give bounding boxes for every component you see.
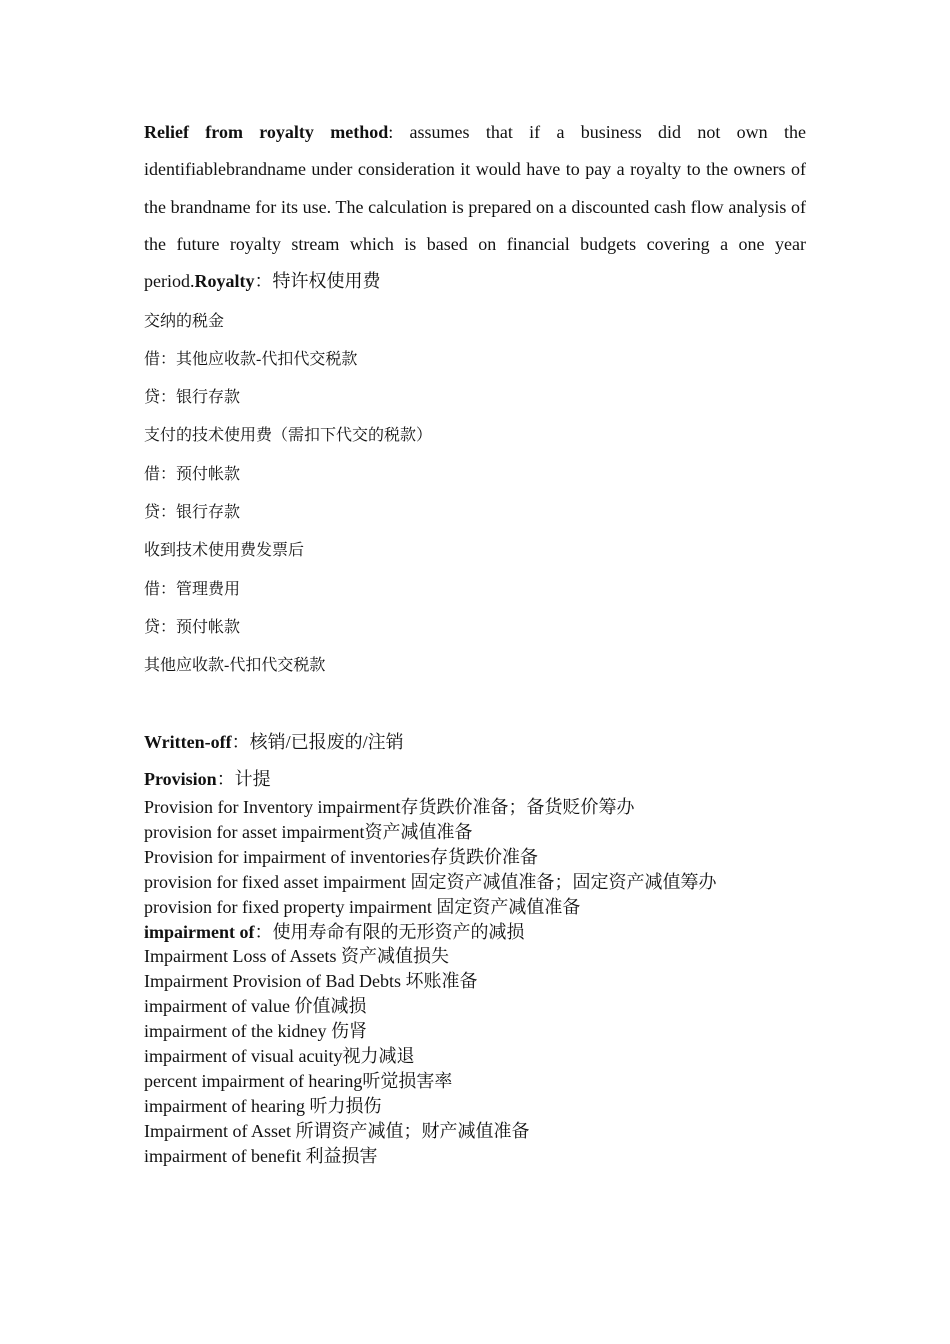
glossary-text: impairment of hearing 听力损伤 [144, 1095, 382, 1116]
glossary-text: impairment of benefit 利益损害 [144, 1145, 378, 1166]
glossary-row [144, 994, 806, 1019]
glossary-row [144, 944, 806, 969]
glossary-row [144, 1144, 806, 1169]
journal-line: 其他应收款-代扣代交税款 [144, 657, 326, 674]
glossary-text: impairment of visual acuity视力减退 [144, 1046, 415, 1067]
glossary-row [144, 1044, 806, 1069]
glossary-row [144, 969, 806, 994]
journal-line: 收到技术使用费发票后 [144, 542, 305, 559]
journal-line: 借：预付帐款 [144, 466, 241, 483]
glossary-row [144, 1094, 806, 1119]
glossary-text: Provision for Inventory impairment存货跌价准备；备货贬价筹办 [144, 797, 635, 817]
glossary-row [144, 920, 806, 945]
glossary-row [144, 1019, 806, 1044]
journal-line: 借：其他应收款-代扣代交税款 [144, 351, 358, 368]
glossary-text: Impairment Provision of Bad Debts 坏账准备 [144, 971, 478, 992]
journal-line: 支付的技术使用费（需扣下代交的税款） [144, 427, 433, 444]
glossary-text: Impairment Loss of Assets 资产减值损失 [144, 946, 449, 967]
written-off-term: Written-off [144, 732, 232, 752]
glossary-text: impairment of the kidney 伤肾 [144, 1021, 367, 1042]
impairment-glossary [144, 795, 806, 1169]
glossary-text: impairment of value 价值减损 [144, 996, 367, 1017]
glossary-row [144, 895, 806, 920]
royalty-method-definition: : assumes that if a business did not own the identifiablebrandname under consideration it would have to pay a royalty to the owners of the brandname for its use. The calculation is prepared on a discounted cash flow analysis of the future royalty stream which is based on financial budgets covering a one year period. [144, 122, 806, 292]
journal-line: 贷：预付帐款 [144, 619, 241, 636]
glossary-text: provision for fixed asset impairment 固定资产减值准备；固定资产减值筹办 [144, 871, 717, 892]
journal-line: 交纳的税金 [144, 313, 225, 330]
glossary-term-bold: impairment of [144, 921, 255, 942]
provision-term: Provision [144, 769, 217, 789]
provision-translation: ：计提 [216, 769, 271, 789]
glossary-text: provision for fixed property impairment 固定资产减值准备 [144, 896, 581, 917]
glossary-text: Impairment of Asset 所谓资产减值；财产减值准备 [144, 1120, 530, 1141]
glossary-text: percent impairment of hearing听觉损害率 [144, 1070, 453, 1091]
glossary-row [144, 1119, 806, 1144]
glossary-text: ：使用寿命有限的无形资产的减损 [254, 921, 525, 942]
glossary-row [144, 795, 806, 820]
journal-line: 贷：银行存款 [144, 389, 241, 406]
journal-line: 贷：银行存款 [144, 504, 241, 521]
glossary-row [144, 1069, 806, 1094]
royalty-method-term: Relief from royalty method [144, 122, 389, 142]
royalty-translation: ：特许权使用费 [254, 271, 381, 292]
glossary-text: Provision for impairment of inventories存货跌价准备 [144, 846, 538, 867]
written-off-heading [144, 728, 404, 754]
royalty-label: Royalty [194, 271, 255, 292]
journal-line: 借：管理费用 [144, 581, 241, 598]
glossary-row [144, 820, 806, 845]
glossary-row [144, 845, 806, 870]
royalty-paragraph [144, 114, 806, 300]
provision-heading [144, 765, 271, 791]
written-off-translation: ：核销/已报废的/注销 [231, 732, 404, 752]
glossary-row [144, 870, 806, 895]
glossary-text: provision for asset impairment资产减值准备 [144, 821, 473, 842]
